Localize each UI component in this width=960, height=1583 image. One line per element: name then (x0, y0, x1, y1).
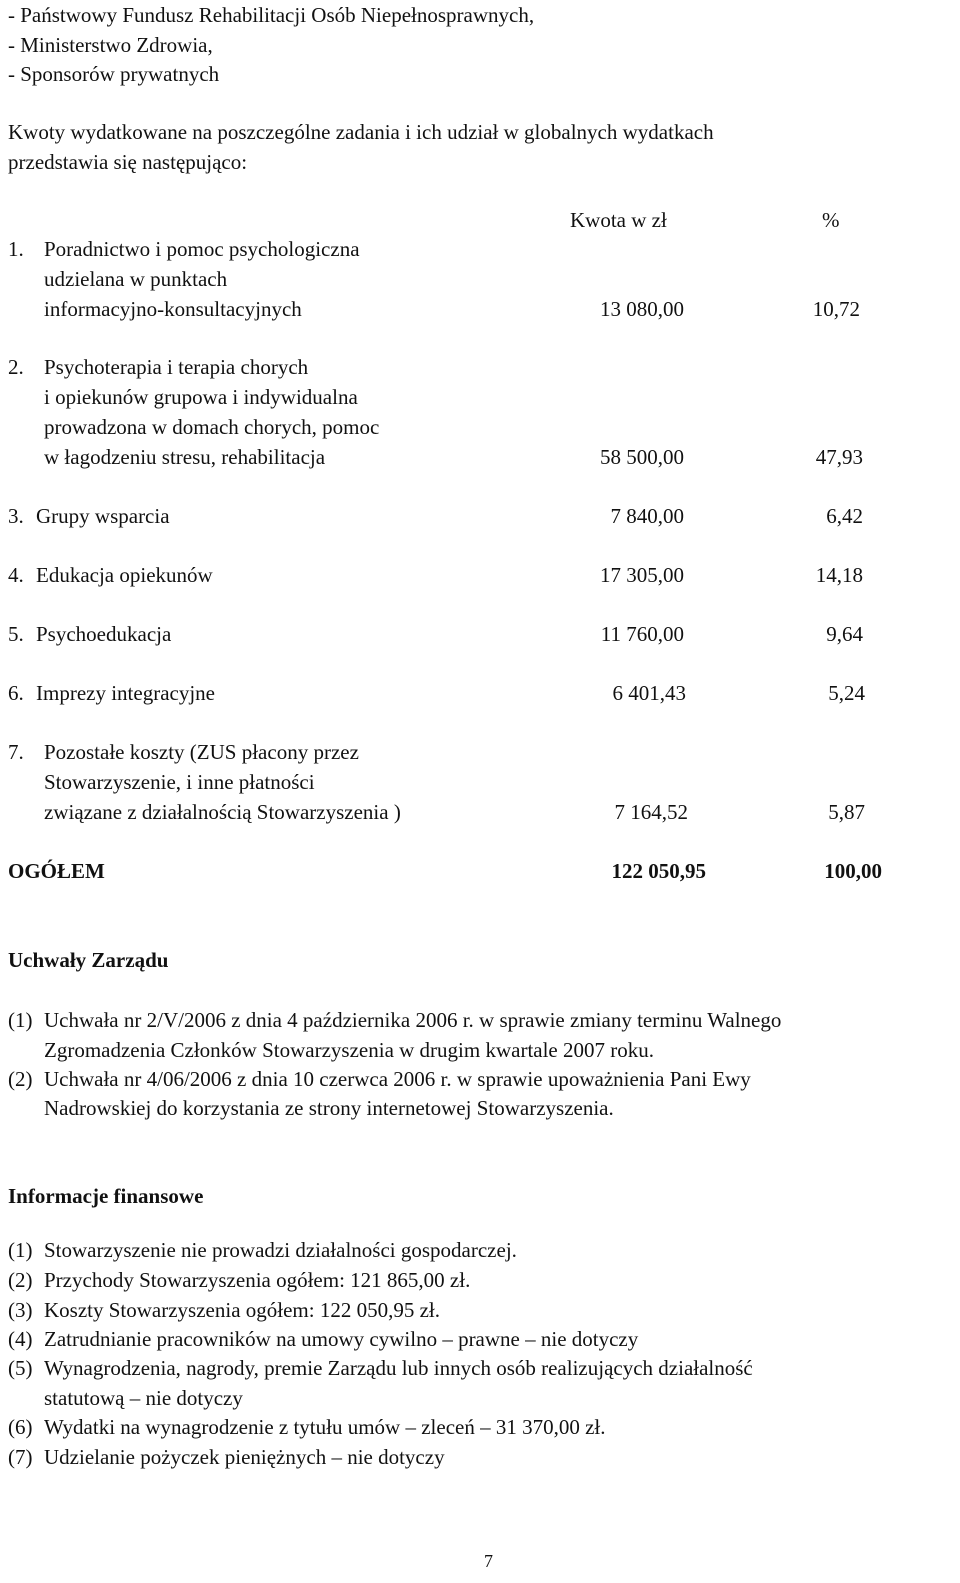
task-amount: 7 164,52 (614, 800, 688, 824)
task-amount: 13 080,00 (600, 297, 684, 321)
financial-line: statutową – nie dotyczy (44, 1386, 243, 1410)
task-percent: 14,18 (815, 563, 863, 587)
resolution-line: Nadrowskiej do korzystania ze strony internetowej Stowarzyszenia. (44, 1096, 614, 1120)
task-description-line: Grupy wsparcia (36, 504, 170, 528)
task-percent: 9,64 (826, 622, 863, 646)
task-amount: 17 305,00 (600, 563, 684, 587)
financial-number: (4) (8, 1327, 33, 1351)
task-amount: 11 760,00 (600, 622, 684, 646)
resolution-number: (1) (8, 1008, 33, 1032)
task-percent: 6,42 (826, 504, 863, 528)
financial-number: (1) (8, 1238, 33, 1262)
task-description-line: Pozostałe koszty (ZUS płacony przez (44, 740, 359, 764)
task-description-line: Psychoedukacja (36, 622, 172, 646)
task-description-line: Stowarzyszenie, i inne płatności (44, 770, 315, 794)
resolutions-heading: Uchwały Zarządu (8, 948, 169, 972)
task-percent: 10,72 (812, 297, 860, 321)
total-label: OGÓŁEM (8, 859, 105, 883)
resolution-line: Uchwała nr 4/06/2006 z dnia 10 czerwca 2006 r. w sprawie upoważnienia Pani Ewy (44, 1067, 751, 1091)
task-number: 2. (8, 355, 24, 379)
financial-line: Stowarzyszenie nie prowadzi działalności gospodarczej. (44, 1238, 517, 1262)
task-amount: 6 401,43 (612, 681, 686, 705)
amount-column-header: Kwota w zł (570, 208, 667, 232)
financial-number: (3) (8, 1298, 33, 1322)
financial-number: (6) (8, 1415, 33, 1439)
total-amount: 122 050,95 (611, 859, 706, 883)
task-description-line: informacyjno-konsultacyjnych (44, 297, 302, 321)
financial-number: (7) (8, 1445, 33, 1469)
financial-line: Wynagrodzenia, nagrody, premie Zarządu lub innych osób realizujących działalność (44, 1356, 753, 1380)
intro-line: Kwoty wydatkowane na poszczególne zadania i ich udział w globalnych wydatkach (8, 120, 714, 144)
task-percent: 5,87 (828, 800, 865, 824)
task-description-line: Psychoterapia i terapia chorych (44, 355, 309, 379)
task-amount: 58 500,00 (600, 445, 684, 469)
resolution-line: Zgromadzenia Członków Stowarzyszenia w drugim kwartale 2007 roku. (44, 1038, 654, 1062)
financial-number: (2) (8, 1268, 33, 1292)
total-percent: 100,00 (824, 859, 882, 883)
financial-line: Zatrudnianie pracowników na umowy cywilno – prawne – nie dotyczy (44, 1327, 639, 1351)
funder-line: - Państwowy Fundusz Rehabilitacji Osób Niepełnosprawnych, (8, 3, 535, 27)
financial-line: Wydatki na wynagrodzenie z tytułu umów – zleceń – 31 370,00 zł. (44, 1415, 606, 1439)
task-number: 1. (8, 237, 24, 261)
task-amount: 7 840,00 (610, 504, 684, 528)
task-description-line: i opiekunów grupowa i indywidualna (44, 385, 358, 409)
resolution-line: Uchwała nr 2/V/2006 z dnia 4 października 2006 r. w sprawie zmiany terminu Walnego (44, 1008, 782, 1032)
task-number: 6. (8, 681, 24, 705)
task-description-line: Edukacja opiekunów (36, 563, 213, 587)
task-description-line: w łagodzeniu stresu, rehabilitacja (44, 445, 326, 469)
task-number: 5. (8, 622, 24, 646)
financial-heading: Informacje finansowe (8, 1184, 204, 1208)
percent-column-header: % (822, 208, 840, 232)
financial-line: Udzielanie pożyczek pieniężnych – nie dotyczy (44, 1445, 445, 1469)
task-number: 7. (8, 740, 24, 764)
financial-number: (5) (8, 1356, 33, 1380)
financial-line: Koszty Stowarzyszenia ogółem: 122 050,95 zł. (44, 1298, 441, 1322)
task-description-line: związane z działalnością Stowarzyszenia ) (44, 800, 401, 824)
task-number: 4. (8, 563, 24, 587)
page-number: 7 (484, 1551, 493, 1571)
funder-line: - Ministerstwo Zdrowia, (8, 33, 213, 57)
task-description-line: Poradnictwo i pomoc psychologiczna (44, 237, 360, 261)
task-number: 3. (8, 504, 24, 528)
task-description-line: udzielana w punktach (44, 267, 228, 291)
intro-line: przedstawia się następująco: (8, 150, 248, 174)
task-percent: 5,24 (828, 681, 865, 705)
funder-line: - Sponsorów prywatnych (8, 62, 220, 86)
resolution-number: (2) (8, 1067, 33, 1091)
task-percent: 47,93 (815, 445, 863, 469)
financial-line: Przychody Stowarzyszenia ogółem: 121 865,00 zł. (44, 1268, 471, 1292)
task-description-line: Imprezy integracyjne (36, 681, 215, 705)
task-description-line: prowadzona w domach chorych, pomoc (44, 415, 380, 439)
